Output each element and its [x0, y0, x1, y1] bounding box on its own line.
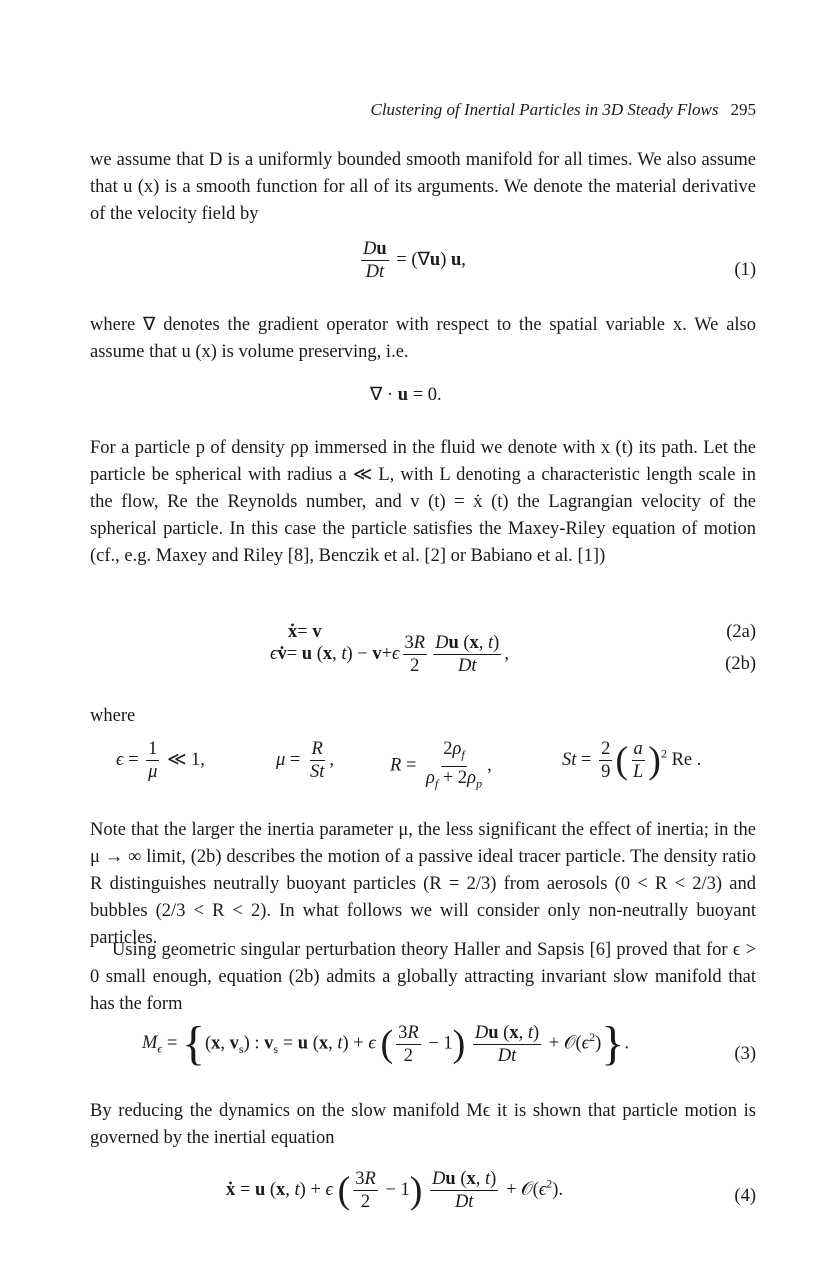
running-header — [90, 100, 756, 120]
paragraph-6-text: By reducing the dynamics on the slow manifold Mϵ it is shown that particle motion is governed by the inertial equation — [90, 1101, 756, 1148]
page-number: 295 — [730, 100, 756, 119]
paragraph-2: where ∇ denotes the gradient operator with respect to the spatial variable x. We also assume that u (x) is volume preserving, i.e. — [90, 315, 756, 362]
running-title: Clustering of Inertial Particles in 3D Steady Flows — [370, 100, 719, 119]
paragraph-3: For a particle p of density ρp immersed in the fluid we denote with x (t) its path. Let the particle be spherical with radius a ≪ L, with L denoting a characteristic length scale in the flow, Re the Reynolds number, and v (t) = ẋ (t) the Lagrangian velocity of the spherical particle. In this case the particle satisfies the Maxey-Riley equation of motion (cf., e.g. Maxey and Riley [8], Benczik et al. [2] or Babiano et al. [1]) — [90, 438, 756, 566]
paragraph-5: Using geometric singular perturbation theory Haller and Sapsis [6] proved that for ϵ > 0 small enough, equation (2b) admits a globally attracting invariant slow manifold that has the form — [90, 940, 756, 1014]
paragraph-4: Note that the larger the inertia parameter μ, the less significant the effect of inertia; in the μ → ∞ limit, (2b) describes the motion of a passive ideal tracer particle. The density ratio R distinguishes neutrally buoyant particles (R = 2/3) from aerosols (0 < R < 2/3) and bubbles (2/3 < R < 2). In what follows we will consider only non-neutrally buoyant particles. — [90, 820, 756, 948]
equation-number: (2b) — [725, 654, 756, 674]
equation-number: (3) — [734, 1044, 756, 1064]
paragraph-1: we assume that D is a uniformly bounded smooth manifold for all times. We also assume that u (x) is a smooth function for all of its arguments. We denote the material derivative of the velocity field by — [90, 150, 756, 224]
equation-number: (2a) — [726, 622, 756, 642]
paragraph-6 — [90, 1098, 756, 1152]
where-label: where — [90, 706, 136, 726]
equation-number: (1) — [734, 260, 756, 280]
equation-number: (4) — [734, 1186, 756, 1206]
